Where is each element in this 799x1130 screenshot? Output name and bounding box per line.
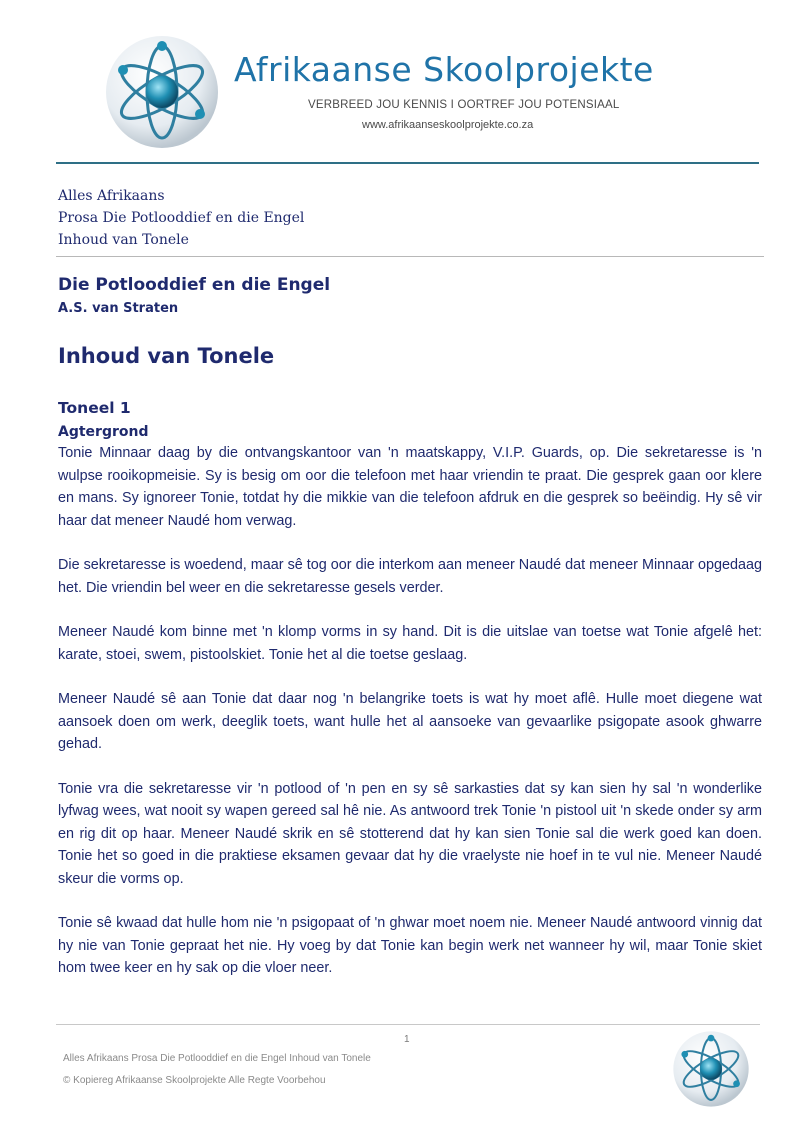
paragraph: Die sekretaresse is woedend, maar sê tog oor die interkom aan meneer Naudé dat meneer Minnaar opgedaag het. Die vriendin bel weer en die sekretaresse gesels verder. <box>58 557 762 596</box>
footer-document-info: Alles Afrikaans Prosa Die Potlooddief en die Engel Inhoud van Tonele <box>63 1053 371 1064</box>
brand-tagline: VERBREED JOU KENNIS I OORTREF JOU POTENSIAAL <box>308 99 620 111</box>
breadcrumb-divider <box>56 256 764 257</box>
breadcrumb <box>58 185 304 251</box>
footer-divider <box>56 1024 760 1025</box>
section-title: Inhoud van Tonele <box>58 344 275 368</box>
scene-subtitle: Agtergrond <box>58 424 149 440</box>
document-title: Die Potlooddief en die Engel <box>58 275 331 295</box>
paragraph: Tonie vra die sekretaresse vir 'n potlood of 'n pen en sy sê sarkasties dat sy kan sien hy sal 'n wonderlike lyfwag wees, wat nooit sy wapen gereed sal hê nie. As antwoord trek Tonie 'n pistool uit 'n skede onder sy arm en rig dit op haar. Meneer Naudé skrik en sê stotterend dat hy kan sien Tonie sal die werk goed kan doen. Tonie het so goed in die praktiese eksamen gevaar dat hy die vraelyste nie hoef in te vul nie. Meneer Naudé skeur die vorms op. <box>58 780 762 887</box>
breadcrumb-item: Alles Afrikaans <box>58 188 165 204</box>
breadcrumb-item: Inhoud van Tonele <box>58 232 189 248</box>
document-author: A.S. van Straten <box>58 301 179 316</box>
page-number: 1 <box>404 1034 410 1045</box>
brand-title: Afrikaanse Skoolprojekte <box>234 50 654 89</box>
brand-url[interactable]: www.afrikaanseskoolprojekte.co.za <box>362 119 534 131</box>
footer-copyright: © Kopiereg Afrikaanse Skoolprojekte Alle Regte Voorbehou <box>63 1075 326 1086</box>
paragraph: Meneer Naudé kom binne met 'n klomp vorms in sy hand. Dit is die uitslae van toetse wat Tonie afgelê het: karate, stoei, swem, pistoolskiet. Tonie het al die toetse geslaag. <box>58 624 762 663</box>
header-divider <box>56 162 759 164</box>
paragraph: Tonie Minnaar daag by die ontvangskantoor van 'n maatskappy, V.I.P. Guards, op. Die sekretaresse is 'n wulpse rooikopmeisie. Sy is besig om oor die telefoon met haar vriendin te praat. Die gesprek gaan oor klere en mans. Sy ignoreer Tonie, totdat hy die mikkie van die telefoon afdruk en die gesprek so beëindig. Hy sê vir haar dat meneer Naudé hom verwag. <box>58 445 762 529</box>
scene-title: Toneel 1 <box>58 399 131 417</box>
atom-icon <box>672 1030 750 1108</box>
breadcrumb-item: Prosa Die Potlooddief en die Engel <box>58 210 305 226</box>
atom-icon <box>104 34 220 150</box>
body-text <box>58 442 762 1002</box>
paragraph: Meneer Naudé sê aan Tonie dat daar nog 'n belangrike toets is wat hy moet aflê. Hulle moet diegene wat aansoek doen om werk, deeglik toets, want hulle het al aansoeke van gevaarlike psigopate asook ghwarre gehad. <box>58 691 762 752</box>
paragraph: Tonie sê kwaad dat hulle hom nie 'n psigopaat of 'n ghwar moet noem nie. Meneer Naudé antwoord vinnig dat hy nie van Tonie gepraat het nie. Hy voeg by dat Tonie kan begin werk net wanneer hy wil, maar Tonie skiet hom twee keer en hy sak op die vloer neer. <box>58 915 762 976</box>
